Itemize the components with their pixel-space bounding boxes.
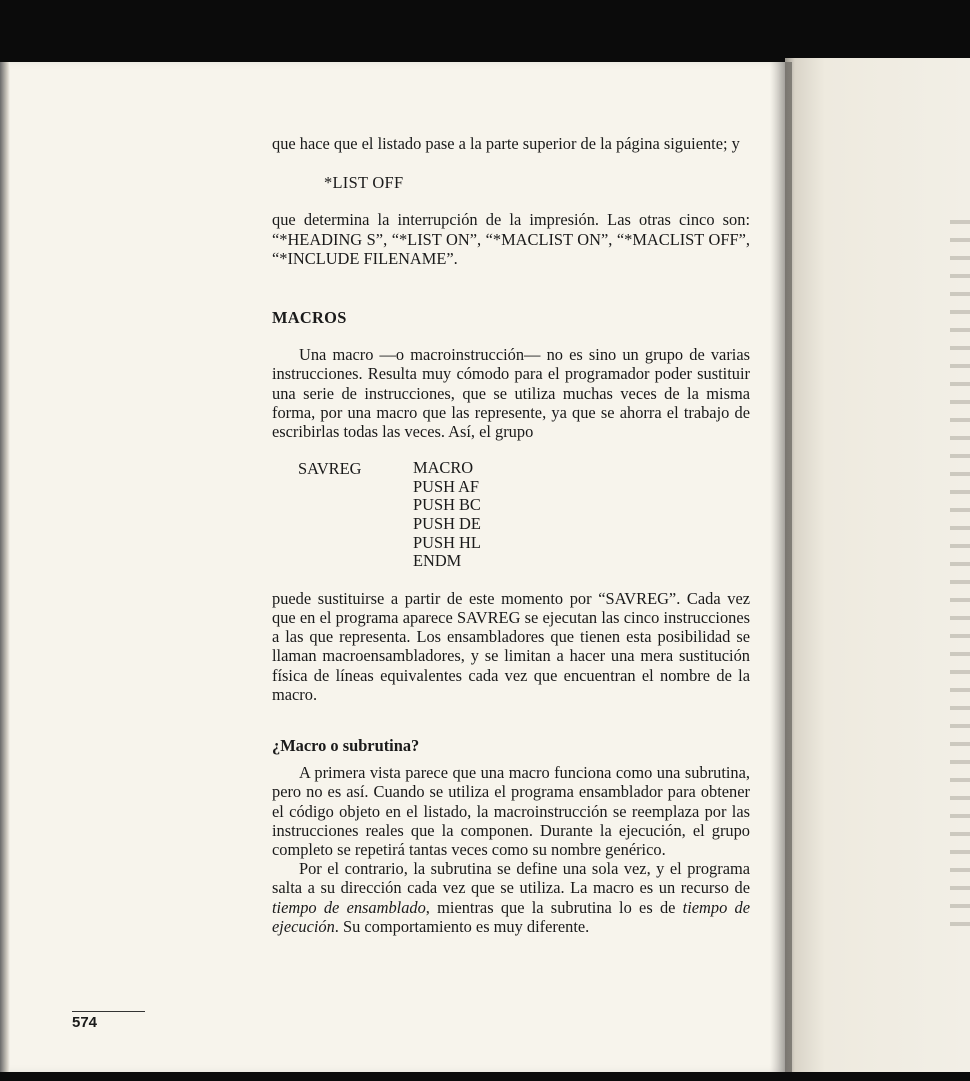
subheading-macro-o-subrutina: ¿Macro o subrutina? xyxy=(272,736,420,756)
after-command-paragraph: que determina la interrupción de la impresión. Las otras cinco son: “*HEADING S”, “*LIST ON”, “*MACLIST ON”, “*MACLIST OFF”, “*INCLUDE FILENAME”. xyxy=(272,210,750,268)
code-line: PUSH HL xyxy=(413,532,481,552)
macro-label: SAVREG xyxy=(298,459,362,479)
book-gutter-shadow xyxy=(770,62,792,1072)
list-off-command: *LIST OFF xyxy=(324,173,404,193)
page-number-rule xyxy=(72,1011,145,1012)
body-text xyxy=(272,134,750,936)
intro-paragraph: que hace que el listado pase a la parte superior de la página siguiente; y xyxy=(272,134,740,153)
code-line: PUSH DE xyxy=(413,514,481,534)
code-line: PUSH BC xyxy=(413,495,481,515)
code-line: PUSH AF xyxy=(413,476,480,496)
macro-code-block xyxy=(298,459,750,571)
macro-code-lines xyxy=(413,459,481,571)
page-left-edge xyxy=(0,62,10,1072)
code-line: ENDM xyxy=(413,551,462,571)
paragraph-text: Por el contrario, la subrutina se define una sola vez, y el programa salta a su dirección cada vez que se utiliza. La macro es un recurso de xyxy=(272,859,750,898)
facing-page xyxy=(785,58,970,1074)
after-code-paragraph: puede sustituirse a partir de este momento por “SAVREG”. Cada vez que en el programa aparece SAVREG se ejecutan las cinco instrucciones a las que representa. Los ensambladores que tienen esta posibilidad se llaman macroensambladores, y se limitan a hacer una mera sustitución física de líneas equivalentes cada vez que encuentran el nombre de la macro. xyxy=(272,588,750,704)
macros-paragraph: Una macro —o macroinstrucción— no es sino un grupo de varias instrucciones. Resulta muy cómodo para el programador poder sustituir una serie de instrucciones, que se utiliza muchas veces de la misma forma, por una macro que las represente, ya que se ahorra el trabajo de escribirlas todas las veces. Así, el grupo xyxy=(272,345,750,442)
page-number: 574 xyxy=(72,1014,98,1031)
subroutine-paragraph-2 xyxy=(272,859,750,936)
section-heading-macros: MACROS xyxy=(272,308,347,328)
scan-bottom-border xyxy=(0,1072,970,1081)
italic-term-assembly-time: tiempo de ensamblado xyxy=(272,897,426,917)
italic-term-execution-time: tiempo de ejecución xyxy=(272,897,750,936)
code-line: MACRO xyxy=(413,458,474,478)
subroutine-paragraph-1: A primera vista parece que una macro funciona como una subrutina, pero no es así. Cuando se utiliza el programa ensamblador para obtener el código objeto en el listado, la macroinstrucción se reemplaza por las instrucciones reales que la componen. Durante la ejecución, el grupo completo se repetirá tantas veces como su nombre genérico. xyxy=(272,763,750,860)
paragraph-text: . Su comportamiento es muy diferente. xyxy=(334,916,590,936)
facing-page-bleed-marks xyxy=(950,220,970,960)
paragraph-text: , mientras que la subrutina lo es de xyxy=(425,897,683,917)
